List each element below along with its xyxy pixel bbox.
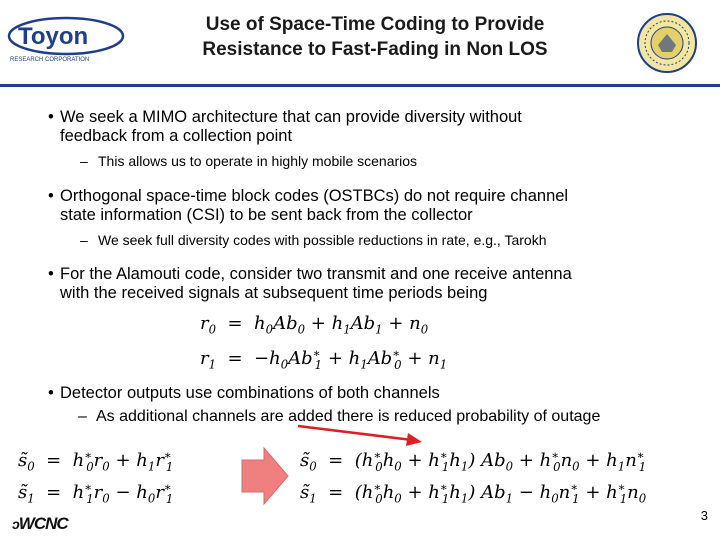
slide-title <box>140 12 610 62</box>
bullet-2-sub: – We seek full diversity codes with possible reductions in rate, e.g., Tarokh <box>80 232 547 248</box>
header-rule <box>0 84 720 87</box>
equation-s1-left: $s̃_1 = h^∗_1r_0 - h_0r^∗_1$ <box>18 480 174 506</box>
toyon-logo <box>6 14 126 64</box>
equation-s1-right: $s̃_1 = (h^∗_0h_0 + h^∗_1h_1) Ab_1 - h_0n^∗_1 + h^∗_1n_0$ <box>300 480 647 506</box>
page-number: 3 <box>700 508 708 523</box>
bullet-1-line-1: We seek a MIMO architecture that can provide diversity without <box>60 108 522 126</box>
equation-r1: $r_1 = -h_0Ab^∗_1 + h_1Ab^∗_0 + n_1$ <box>200 346 448 372</box>
red-arrow-icon <box>290 420 430 450</box>
wcnc-swoosh-icon: ↄ <box>12 516 19 532</box>
bullet-4-sub: – As additional channels are added there is reduced probability of outage <box>78 408 601 425</box>
bullet-1-sub: – This allows us to operate in highly mobile scenarios <box>80 153 418 169</box>
title-line-1: Use of Space-Time Coding to Provide <box>205 14 545 35</box>
bullet-2-sub-text: We seek full diversity codes with possible reductions in rate, e.g., Tarokh <box>98 232 547 248</box>
toyon-logo-subtext: RESEARCH CORPORATION <box>10 57 90 63</box>
equation-s0-left: $s̃_0 = h^∗_0r_0 + h_1r^∗_1$ <box>18 448 174 474</box>
wcnc-logo <box>12 514 68 534</box>
bullet-3-line-2: with the received signals at subsequent time periods being <box>60 284 488 302</box>
bullet-4-sub-text: As additional channels are added there is reduced probability of outage <box>96 408 601 425</box>
bullet-1-line-2: feedback from a collection point <box>60 127 293 145</box>
bullet-3: • For the Alamouti code, consider two transmit and one receive antenna with the received signals at subsequent time periods being <box>60 265 700 303</box>
university-seal-icon <box>636 12 698 74</box>
bullet-1-sub-text: This allows us to operate in highly mobile scenarios <box>98 153 418 169</box>
equation-s0-right: $s̃_0 = (h^∗_0h_0 + h^∗_1h_1) Ab_0 + h^∗_0n_0 + h_1n^∗_1$ <box>300 448 647 474</box>
title-line-2: Resistance to Fast-Fading in Non LOS <box>202 39 548 60</box>
bullet-4: • Detector outputs use combinations of both channels <box>60 384 700 403</box>
bullet-3-line-1: For the Alamouti code, consider two transmit and one receive antenna <box>60 265 572 283</box>
toyon-logo-text: Toyon <box>18 23 89 50</box>
equation-r0: $r_0 = h_0Ab_0 + h_1Ab_1 + n_0$ <box>200 313 429 337</box>
bullet-1: • We seek a MIMO architecture that can provide diversity without feedback from a collection point <box>60 108 700 146</box>
bullet-2-line-1: Orthogonal space-time block codes (OSTBCs) do not require channel <box>60 187 569 205</box>
bullet-2-line-2: state information (CSI) to be sent back from the collector <box>60 206 473 224</box>
bullet-4-line-1: Detector outputs use combinations of both channels <box>60 384 440 402</box>
block-arrow-icon <box>240 446 290 506</box>
wcnc-logo-text: WCNC <box>18 514 68 533</box>
bullet-2: • Orthogonal space-time block codes (OSTBCs) do not require channel state information (CSI) to be sent back from the collector <box>60 187 700 225</box>
